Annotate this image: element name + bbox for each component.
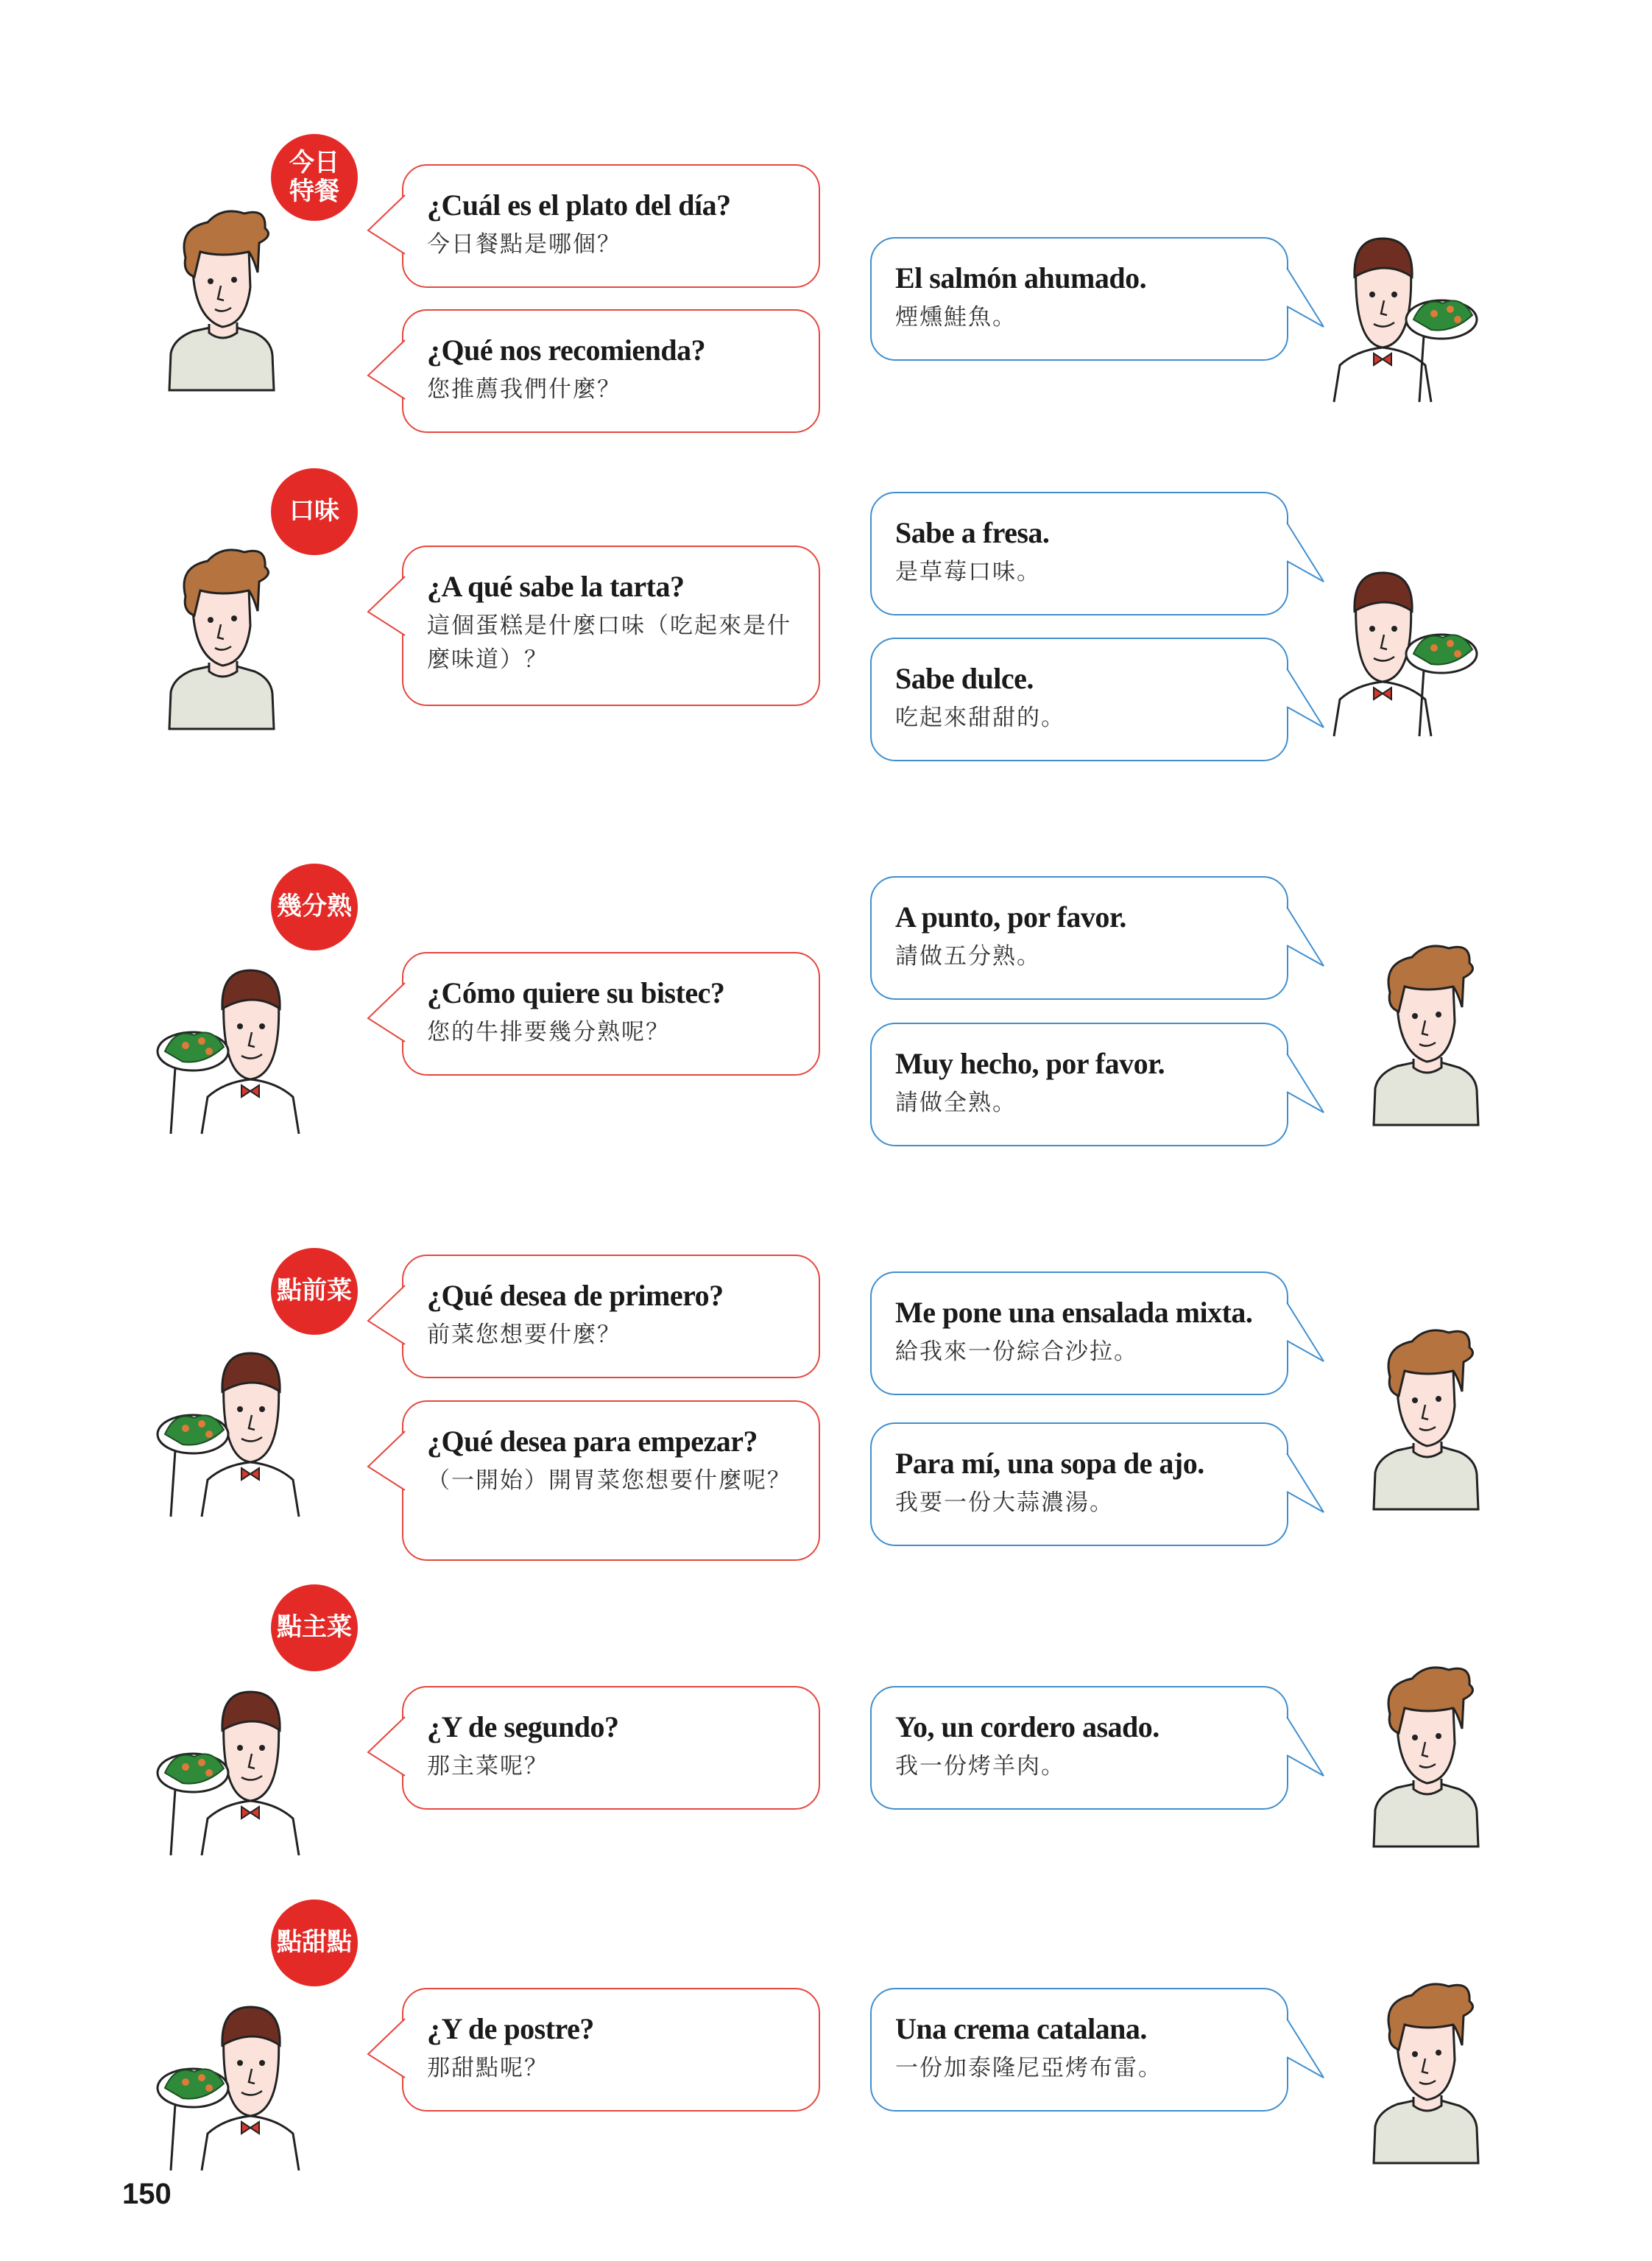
bubble-tail bbox=[365, 1283, 417, 1349]
waiter-icon bbox=[1327, 567, 1481, 736]
waiter-icon bbox=[153, 1686, 308, 1855]
spanish-phrase: ¿A qué sabe la tarta? bbox=[427, 570, 685, 603]
speech-bubble bbox=[870, 1988, 1288, 2112]
chinese-translation: 煙燻鮭魚。 bbox=[895, 304, 1017, 331]
waiter-icon bbox=[153, 1347, 308, 1517]
customer-icon bbox=[163, 206, 281, 390]
section-badge-main: 點主菜 bbox=[271, 1584, 358, 1671]
chinese-translation: 我一份烤羊肉。 bbox=[895, 1753, 1065, 1779]
section-badge-special: 今日 特餐 bbox=[271, 134, 358, 221]
bubble-tail bbox=[365, 1428, 417, 1495]
section-badge-starter: 點前菜 bbox=[271, 1248, 358, 1335]
customer-icon bbox=[163, 545, 281, 729]
chinese-translation: 您的牛排要幾分熟呢？ bbox=[427, 1019, 670, 1045]
spanish-phrase: ¿Y de segundo? bbox=[427, 1710, 619, 1743]
chinese-translation: 那主菜呢？ bbox=[427, 1753, 548, 1779]
chinese-translation: 您推薦我們什麼？ bbox=[427, 376, 621, 403]
spanish-phrase: Muy hecho, por favor. bbox=[895, 1047, 1165, 1080]
speech-bubble bbox=[870, 1686, 1288, 1810]
speech-bubble bbox=[870, 876, 1288, 1000]
chinese-translation: 給我來一份綜合沙拉。 bbox=[895, 1338, 1138, 1365]
chinese-translation: 前菜您想要什麼？ bbox=[427, 1322, 621, 1348]
customer-icon bbox=[1368, 1662, 1486, 1846]
speech-bubble bbox=[402, 952, 820, 1076]
speech-bubble bbox=[870, 638, 1288, 761]
chinese-translation: 我要一份大蒜濃湯。 bbox=[895, 1489, 1114, 1516]
bubble-tail bbox=[365, 2016, 417, 2082]
speech-bubble bbox=[402, 1988, 820, 2112]
spanish-phrase: Una crema catalana. bbox=[895, 2012, 1147, 2045]
speech-bubble bbox=[870, 1422, 1288, 1546]
chinese-translation: 那甜點呢？ bbox=[427, 2055, 548, 2081]
waiter-icon bbox=[153, 964, 308, 1134]
customer-icon bbox=[1368, 941, 1486, 1125]
speech-bubble bbox=[870, 237, 1288, 361]
spanish-phrase: ¿Qué desea de primero? bbox=[427, 1279, 724, 1312]
bubble-tail bbox=[1285, 904, 1337, 970]
section-badge-doneness: 幾分熟 bbox=[271, 864, 358, 950]
spanish-phrase: ¿Y de postre? bbox=[427, 2012, 594, 2045]
spanish-phrase: Sabe dulce. bbox=[895, 662, 1034, 695]
spanish-phrase: Yo, un cordero asado. bbox=[895, 1710, 1159, 1743]
waiter-icon bbox=[153, 2001, 308, 2170]
speech-bubble bbox=[402, 1686, 820, 1810]
speech-bubble bbox=[402, 309, 820, 433]
section-badge-dessert: 點甜點 bbox=[271, 1900, 358, 1986]
chinese-translation: 請做五分熟。 bbox=[895, 943, 1041, 970]
chinese-translation: （一開始）開胃菜您想要什麼呢？ bbox=[427, 1467, 791, 1494]
spanish-phrase: ¿Cómo quiere su bistec? bbox=[427, 976, 725, 1009]
bubble-tail bbox=[1285, 1299, 1337, 1366]
spanish-phrase: ¿Qué nos recomienda? bbox=[427, 334, 706, 367]
spanish-phrase: A punto, por favor. bbox=[895, 900, 1126, 934]
bubble-tail bbox=[1285, 1714, 1337, 1780]
bubble-tail bbox=[365, 980, 417, 1046]
bubble-tail bbox=[1285, 1450, 1337, 1517]
chinese-translation: 今日餐點是哪個？ bbox=[427, 231, 621, 258]
chinese-translation: 這個蛋糕是什麼口味（吃起來是什麼味道）？ bbox=[427, 613, 791, 673]
bubble-tail bbox=[365, 574, 417, 640]
chinese-translation: 請做全熟。 bbox=[895, 1090, 1017, 1116]
spanish-phrase: El salmón ahumado. bbox=[895, 261, 1147, 294]
speech-bubble bbox=[870, 1271, 1288, 1395]
chinese-translation: 是草莓口味。 bbox=[895, 559, 1041, 585]
bubble-tail bbox=[365, 192, 417, 258]
chinese-translation: 一份加泰隆尼亞烤布雷。 bbox=[895, 2055, 1162, 2081]
speech-bubble bbox=[402, 1255, 820, 1378]
spanish-phrase: ¿Cuál es el plato del día? bbox=[427, 188, 731, 222]
spanish-phrase: ¿Qué desea para empezar? bbox=[427, 1425, 758, 1458]
speech-bubble bbox=[402, 546, 820, 706]
speech-bubble bbox=[402, 1400, 820, 1561]
speech-bubble bbox=[402, 164, 820, 288]
bubble-tail bbox=[1285, 2016, 1337, 2082]
customer-icon bbox=[1368, 1325, 1486, 1509]
speech-bubble bbox=[870, 492, 1288, 615]
chinese-translation: 吃起來甜甜的。 bbox=[895, 705, 1065, 731]
waiter-icon bbox=[1327, 233, 1481, 402]
spanish-phrase: Me pone una ensalada mixta. bbox=[895, 1296, 1253, 1329]
page-number: 150 bbox=[122, 2178, 172, 2210]
bubble-tail bbox=[1285, 1051, 1337, 1117]
section-badge-flavor: 口味 bbox=[271, 468, 358, 555]
customer-icon bbox=[1368, 1979, 1486, 2163]
spanish-phrase: Sabe a fresa. bbox=[895, 516, 1050, 549]
spanish-phrase: Para mí, una sopa de ajo. bbox=[895, 1447, 1204, 1480]
bubble-tail bbox=[365, 1714, 417, 1780]
speech-bubble bbox=[870, 1023, 1288, 1146]
bubble-tail bbox=[365, 337, 417, 403]
